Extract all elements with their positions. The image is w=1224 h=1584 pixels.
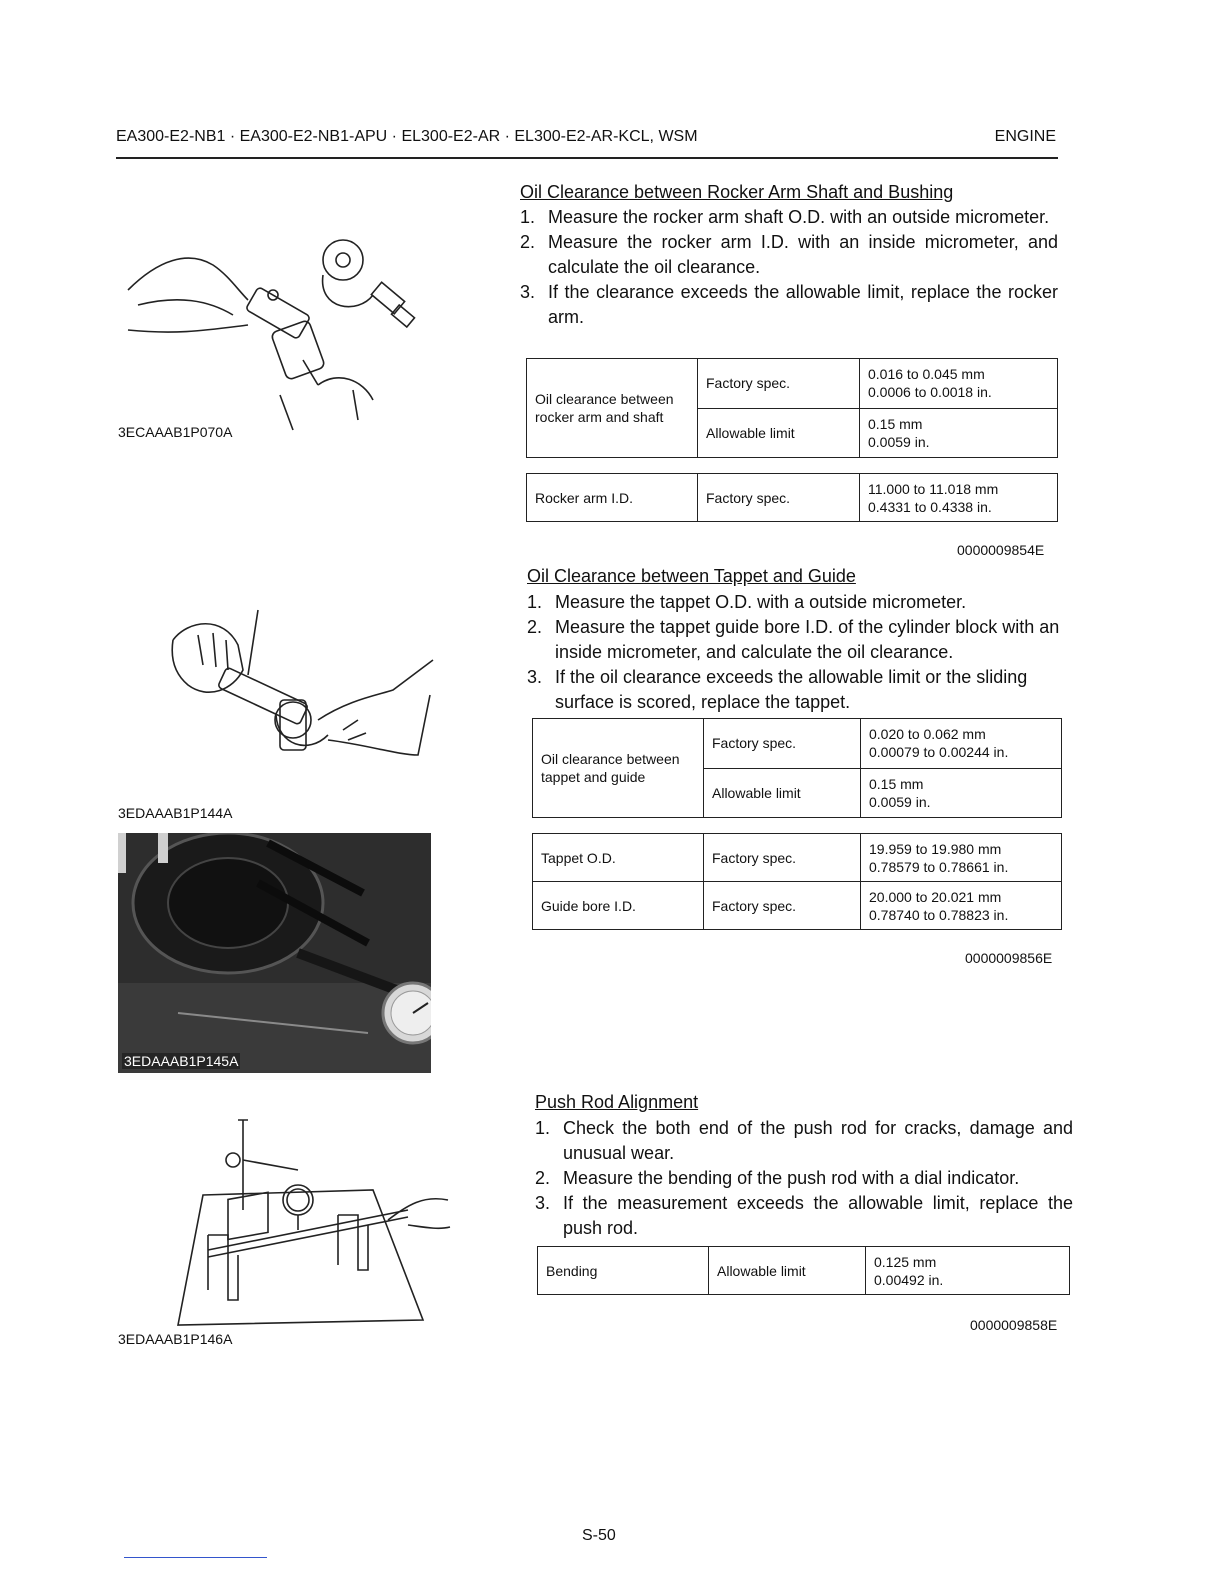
step-text: Measure the tappet guide bore I.D. of the cylinder block with an inside micrometer, and calculate the oil clearance.	[555, 617, 1060, 662]
step-item	[527, 665, 1069, 715]
spec-value	[861, 882, 1062, 930]
spec-value-imperial: 0.00492 in.	[874, 1271, 944, 1288]
step-item	[535, 1166, 1073, 1191]
step-number: 2.	[535, 1168, 551, 1188]
step-text: Measure the bending of the push rod with a dial indicator.	[563, 1168, 1020, 1188]
spec-value-metric: 19.959 to 19.980 mm	[869, 840, 1002, 857]
step-list	[527, 590, 1069, 715]
step-item	[520, 205, 1058, 230]
spec-table-rocker-id	[526, 473, 1058, 522]
spec-value-imperial: 0.0006 to 0.0018 in.	[868, 384, 992, 401]
spec-value-imperial: 0.0059 in.	[868, 433, 930, 450]
tappet-micrometer-illustration	[168, 605, 438, 770]
footer-divider	[124, 1557, 267, 1558]
step-list	[520, 205, 1058, 330]
header-divider	[116, 157, 1058, 159]
spec-type: Factory spec.	[704, 882, 861, 930]
spec-value	[866, 1247, 1070, 1295]
step-number: 1.	[535, 1118, 551, 1138]
reference-code: 0000009854E	[957, 542, 1045, 558]
spec-table-tappet-clearance	[532, 718, 1062, 818]
step-number: 3.	[527, 667, 543, 687]
figure-caption: 3ECAAAB1P070A	[118, 424, 233, 440]
spec-label: Oil clearance between rocker arm and shaft	[527, 359, 698, 458]
spec-table-push-rod	[537, 1246, 1070, 1295]
step-number: 3.	[535, 1193, 551, 1213]
section-title: Oil Clearance between Tappet and Guide	[527, 566, 856, 586]
spec-value	[860, 408, 1058, 458]
spec-value-imperial: 0.78740 to 0.78823 in.	[869, 906, 1009, 923]
photo-scene	[118, 833, 431, 1073]
spec-value-metric: 0.15 mm	[869, 775, 924, 792]
spec-value	[860, 474, 1058, 522]
spec-value	[860, 359, 1058, 409]
spec-value-imperial: 0.00079 to 0.00244 in.	[869, 744, 1009, 761]
rocker-arm-micrometer-illustration	[118, 220, 428, 435]
step-item	[527, 590, 1069, 615]
push-rod-dial-indicator-illustration	[168, 1115, 453, 1330]
spec-label: Rocker arm I.D.	[527, 474, 698, 522]
spec-value-imperial: 0.0059 in.	[869, 793, 931, 810]
spec-value	[861, 719, 1062, 769]
section-title: Oil Clearance between Rocker Arm Shaft and Bushing	[520, 182, 954, 202]
step-text: Measure the rocker arm shaft O.D. with an outside micrometer.	[548, 207, 1050, 227]
step-text: If the clearance exceeds the allowable limit, replace the rocker arm.	[548, 282, 1058, 327]
header-models: EA300-E2-NB1 · EA300-E2-NB1-APU · EL300-E2-AR · EL300-E2-AR-KCL, WSM	[116, 128, 698, 145]
spec-value	[861, 834, 1062, 882]
spec-value-metric: 20.000 to 20.021 mm	[869, 888, 1002, 905]
step-number: 1.	[520, 207, 536, 227]
step-text: If the measurement exceeds the allowable limit, replace the push rod.	[563, 1193, 1073, 1238]
reference-code: 0000009856E	[965, 950, 1053, 966]
step-text: If the oil clearance exceeds the allowable limit or the sliding surface is scored, replace the tappet.	[555, 667, 1028, 712]
spec-type: Factory spec.	[704, 834, 861, 882]
step-number: 2.	[520, 232, 536, 252]
step-text: Measure the rocker arm I.D. with an inside micrometer, and calculate the oil clearance.	[548, 232, 1058, 277]
spec-value-metric: 11.000 to 11.018 mm	[868, 480, 999, 497]
step-number: 1.	[527, 592, 543, 612]
page-number: S-50	[582, 1527, 616, 1544]
spec-table-rocker-clearance	[526, 358, 1058, 458]
figure-caption: 3EDAAAB1P146A	[118, 1331, 233, 1347]
spec-label: Guide bore I.D.	[533, 882, 704, 930]
spec-value-metric: 0.125 mm	[874, 1253, 937, 1270]
spec-type: Allowable limit	[704, 768, 861, 818]
header-section: ENGINE	[994, 128, 1056, 145]
figure-caption: 3EDAAAB1P144A	[118, 805, 233, 821]
spec-type: Allowable limit	[709, 1247, 866, 1295]
step-text: Check the both end of the push rod for cracks, damage and unusual wear.	[563, 1118, 1073, 1163]
spec-label: Oil clearance between tappet and guide	[533, 719, 704, 818]
spec-label: Tappet O.D.	[533, 834, 704, 882]
step-text: Measure the tappet O.D. with a outside micrometer.	[555, 592, 967, 612]
step-number: 3.	[520, 282, 536, 302]
step-list	[535, 1116, 1073, 1241]
spec-value-metric: 0.15 mm	[868, 415, 923, 432]
spec-value-metric: 0.020 to 0.062 mm	[869, 726, 986, 743]
step-item	[520, 280, 1058, 330]
step-item	[527, 615, 1069, 665]
step-number: 2.	[527, 617, 543, 637]
step-item	[535, 1191, 1073, 1241]
spec-value-imperial: 0.4331 to 0.4338 in.	[868, 498, 992, 515]
spec-table-tappet-dimensions	[532, 833, 1062, 930]
section-title: Push Rod Alignment	[535, 1092, 699, 1112]
spec-type: Factory spec.	[698, 474, 860, 522]
spec-value-metric: 0.016 to 0.045 mm	[868, 366, 985, 383]
photo-caption: 3EDAAAB1P145A	[124, 1053, 239, 1069]
spec-type: Factory spec.	[704, 719, 861, 769]
spec-type: Factory spec.	[698, 359, 860, 409]
reference-code: 0000009858E	[970, 1317, 1058, 1333]
step-item	[520, 230, 1058, 280]
spec-value-imperial: 0.78579 to 0.78661 in.	[869, 858, 1009, 875]
spec-label: Bending	[538, 1247, 709, 1295]
step-item	[535, 1116, 1073, 1166]
dial-gauge-photo	[118, 833, 431, 1073]
spec-value	[861, 768, 1062, 818]
spec-type: Allowable limit	[698, 408, 860, 458]
